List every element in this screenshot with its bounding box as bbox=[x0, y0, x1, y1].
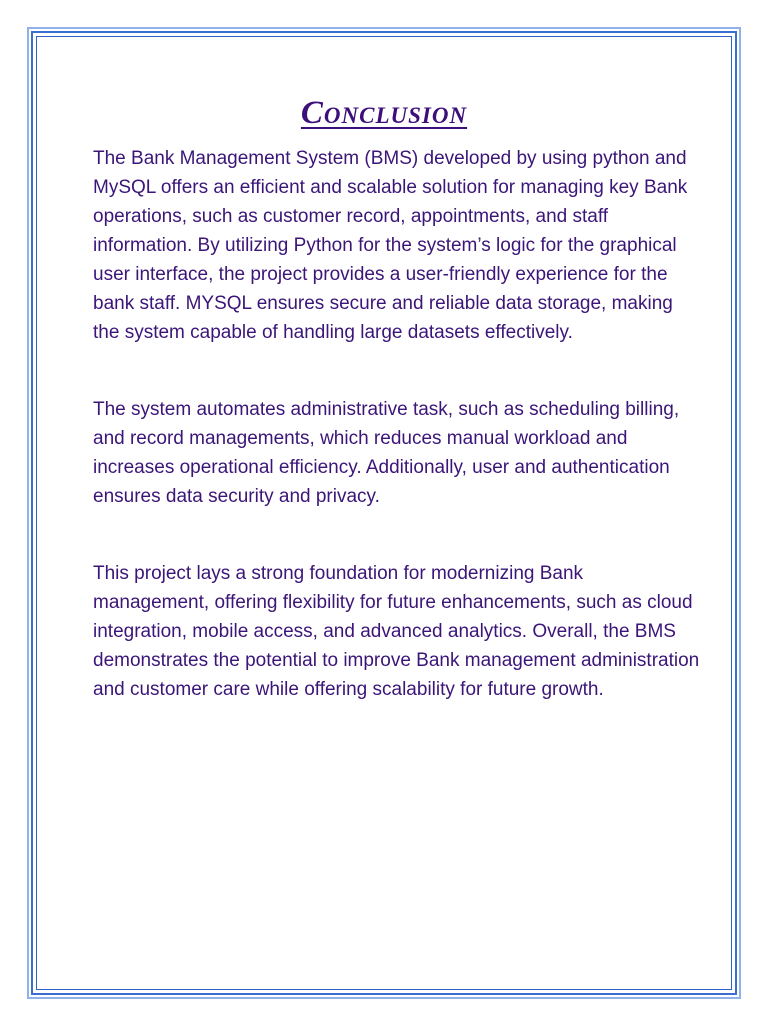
conclusion-body bbox=[93, 144, 703, 752]
paragraph-overview: The Bank Management System (BMS) developed by using python and MySQL offers an efficient and scalable solution for managing key Bank operations, such as customer record, appointments, and staff information. By utilizing Python for the system’s logic for the graphical user interface, the project provides a user-friendly experience for the bank staff. MYSQL ensures secure and reliable data storage, making the system capable of handling large datasets effectively. bbox=[93, 148, 688, 343]
page-title: Conclusion bbox=[300, 95, 468, 131]
paragraph-future: This project lays a strong foundation for modernizing Bank management, offering flexibility for future enhancements, such as cloud integration, mobile access, and advanced analytics. Overall, the BMS demonstrates the potential to improve Bank management administration and customer care while offering scalability for future growth. bbox=[93, 563, 700, 700]
paragraph-automation: The system automates administrative task, such as scheduling billing, and record managements, which reduces manual workload and increases operational efficiency. Additionally, user and authentication ensures data security and privacy. bbox=[93, 399, 680, 507]
